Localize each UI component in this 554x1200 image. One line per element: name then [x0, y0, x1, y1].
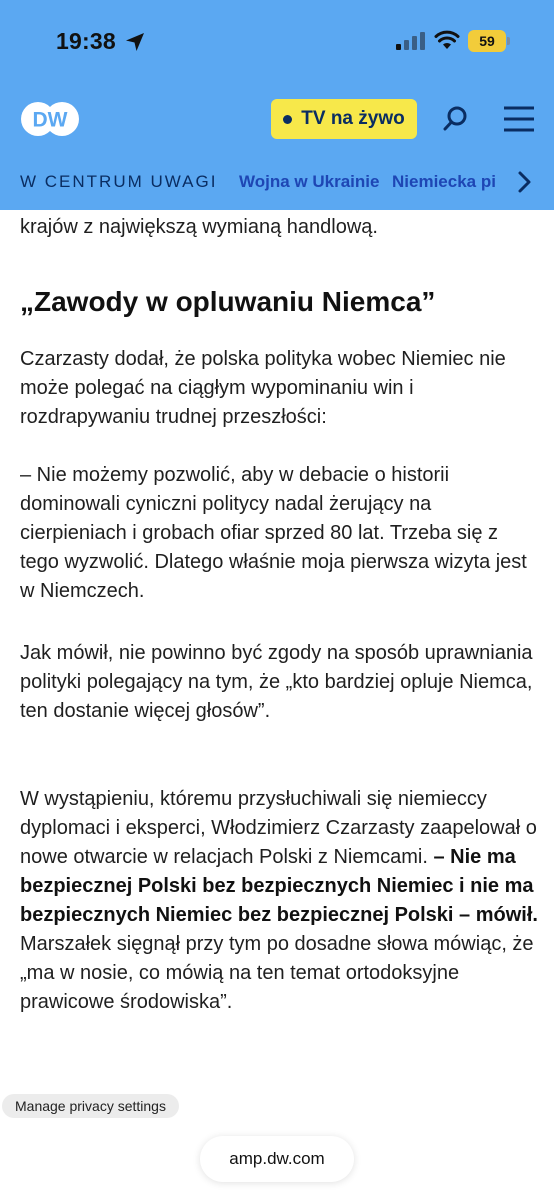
article-paragraph: [20, 785, 540, 1017]
tv-live-label: TV na żywo: [301, 108, 405, 129]
spotlight-link-ukraine[interactable]: Wojna w Ukrainie: [239, 172, 380, 191]
status-bar: [0, 0, 554, 80]
privacy-settings-button[interactable]: Manage privacy settings: [2, 1094, 179, 1118]
logo-text: DW: [32, 108, 68, 132]
wifi-icon: [434, 30, 460, 50]
spotlight-nav: [0, 160, 554, 204]
status-time: 19:38: [56, 28, 116, 54]
article-paragraph: Jak mówił, nie powinno być zgody na sposób uprawniania polityki polegający na tym, że „kto bardziej opluje Niemca, ten dostanie więcej głosów”.: [20, 642, 533, 722]
battery-icon: [468, 30, 510, 52]
paragraph-text: Marszałek sięgnął przy tym po dosadne słowa mówiąc, że „ma w nosie, co mówią na ten temat ortodoksyjne prawicowe środowiska”.: [20, 933, 534, 1013]
paragraph-text: W wystąpieniu, któremu przysłuchiwali się niemieccy dyplomaci i eksperci, Włodzimierz Czarzasty zaapelował o nowe otwarcie w relacjach Polski z Niemcami.: [20, 788, 537, 868]
battery-level: 59: [468, 30, 506, 52]
url-text: amp.dw.com: [229, 1149, 325, 1168]
menu-icon[interactable]: [503, 105, 535, 133]
chevron-right-icon[interactable]: [512, 168, 536, 196]
address-bar[interactable]: [200, 1136, 354, 1182]
article-subheading: „Zawody w opluwaniu Niemca”: [20, 286, 436, 317]
battery-cap: [507, 37, 510, 45]
location-arrow-icon: [124, 31, 146, 53]
spotlight-link-german[interactable]: Niemiecka pi: [392, 172, 496, 191]
dw-logo[interactable]: [20, 101, 80, 137]
live-dot-icon: [283, 115, 292, 124]
bold-quote: – Nie ma bezpiecznej Polski bez bezpiecznych Niemiec i nie ma bezpiecznych Niemiec bez bezpiecznej Polski – mówił.: [20, 846, 538, 926]
signal-icon: [396, 32, 426, 50]
article-paragraph: Czarzasty dodał, że polska polityka wobec Niemiec nie może polegać na ciągłym wypominaniu win i rozdrapywaniu trudnej przeszłości:: [20, 348, 506, 428]
tv-live-button[interactable]: [271, 99, 417, 139]
search-icon[interactable]: [442, 105, 470, 133]
article-paragraph: krajów z największą wymianą handlową.: [20, 216, 378, 238]
article-quote: – Nie możemy pozwolić, aby w debacie o historii dominowali cyniczni politycy nadal żerujący na cierpieniach i grobach ofiar sprzed 80 lat. Trzeba się z tego wyzwolić. Dlatego właśnie moja pierwsza wizyta jest w Niemczech.: [20, 464, 527, 602]
spotlight-title: W CENTRUM UWAGI: [20, 172, 218, 191]
